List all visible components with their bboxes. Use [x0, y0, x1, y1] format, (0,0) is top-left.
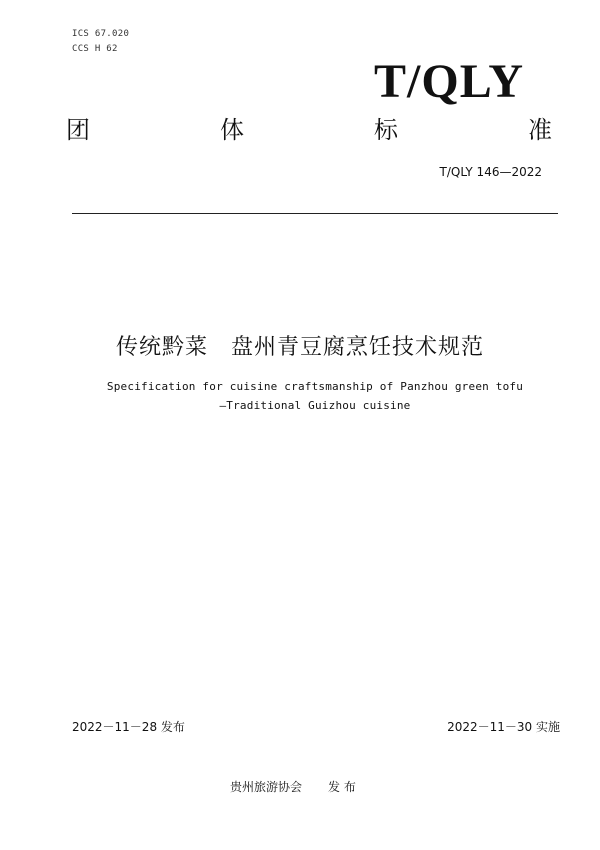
header-divider	[72, 213, 558, 214]
ccs-code: CCS H 62	[72, 44, 118, 54]
standard-type-char: 体	[220, 116, 244, 144]
title-english-line-2: —Traditional Guizhou cuisine	[219, 399, 411, 412]
publisher-suffix: 发 布	[328, 780, 356, 794]
standard-type-char: 准	[528, 116, 552, 144]
standard-type-heading	[66, 118, 552, 142]
standard-type-char: 标	[374, 116, 398, 144]
ics-code: ICS 67.020	[72, 29, 130, 39]
organization-code-logo: T/QLY	[374, 55, 524, 108]
publisher	[230, 778, 356, 795]
implementation-date: 2022－11－30 实施	[447, 720, 560, 734]
title-chinese: 传统黔菜 盘州青豆腐烹饪技术规范	[115, 335, 484, 360]
title-english-line-1: Specification for cuisine craftsmanship of Panzhou green tofu	[106, 380, 524, 393]
standard-number: T/QLY 146—2022	[439, 165, 542, 179]
standard-type-char: 团	[66, 116, 90, 144]
issue-date: 2022－11－28 发布	[72, 720, 185, 734]
publisher-name: 贵州旅游协会	[230, 780, 303, 794]
